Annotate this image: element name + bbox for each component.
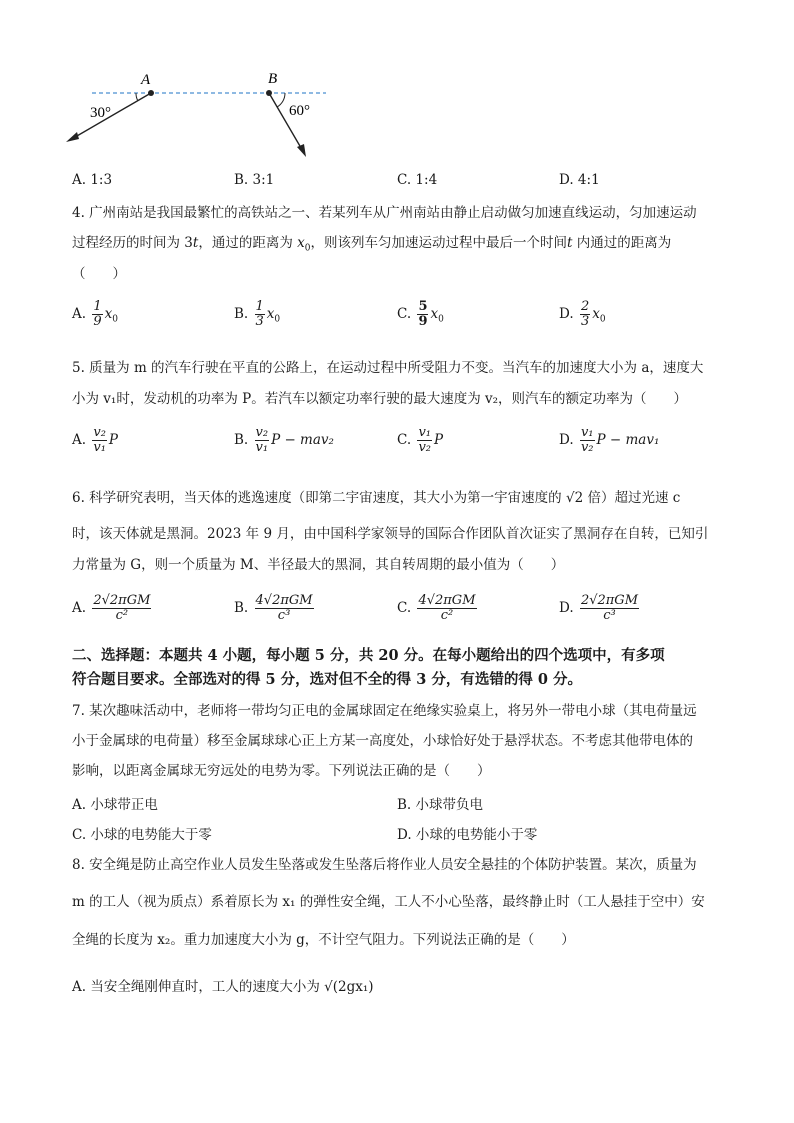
- q6-option-a[interactable]: A. $\frac{\text{2√2πGM}}{\text{c²}}$: [72, 593, 151, 623]
- q8-line-1: 8. 安全绳是防止高空作业人员发生坠落或发生坠落后将作业人员安全悬挂的个体防护装置。某次，质量为: [72, 857, 697, 873]
- q4-line-3: （ ）: [72, 266, 126, 282]
- q5-option-b[interactable]: B. $\frac{\text{v₂}}{\text{v₁}}$ P − mav₂: [234, 425, 334, 455]
- q7-option-d[interactable]: D. 小球的电势能小于零: [397, 827, 538, 843]
- q4-option-d[interactable]: D. $\frac{2}{3}$ $x_0$: [559, 299, 606, 329]
- q7-option-a[interactable]: A. 小球带正电: [72, 797, 158, 813]
- q3-option-d[interactable]: D. 4:1: [559, 172, 600, 188]
- q7-option-b[interactable]: B. 小球带负电: [397, 797, 484, 813]
- arrow-b-head: [297, 144, 306, 157]
- angle-figure: [60, 62, 350, 162]
- arrow-b: [269, 93, 304, 153]
- q4-option-a[interactable]: A. $\frac{1}{9}$ $x_0$: [72, 299, 118, 329]
- label-a: A: [141, 72, 151, 88]
- q4-line-2: 过程经历的时间为 3t，通过的距离为 $x_0$，则该列车匀加速运动过程中最后一个时间t 内通过的距离为: [72, 235, 672, 254]
- q4-line-1: 4. 广州南站是我国最繁忙的高铁站之一、若某列车从广州南站由静止启动做匀加速直线运动，匀加速运动: [72, 205, 697, 221]
- q5-line-1: 5. 质量为 m 的汽车行驶在平直的公路上，在运动过程中所受阻力不变。当汽车的加速度大小为 a，速度大: [72, 360, 704, 376]
- angle-label-a: 30°: [90, 105, 111, 121]
- section-2-heading-line-2: 符合题目要求。全部选对的得 5 分，选对但不全的得 3 分，有选错的得 0 分。: [72, 671, 583, 688]
- q3-option-b[interactable]: B. 3:1: [234, 172, 275, 188]
- q8-line-2: m 的工人（视为质点）系着原长为 x₁ 的弹性安全绳，工人不小心坠落，最终静止时（工人悬挂于空中）安: [72, 894, 705, 910]
- q6-option-b[interactable]: B. $\frac{\text{4√2πGM}}{\text{c³}}$: [234, 593, 313, 623]
- q4-option-b[interactable]: B. $\frac{1}{3}$ $x_0$: [234, 299, 281, 329]
- q7-line-3: 影响，以距离金属球无穷远处的电势为零。下列说法正确的是（ ）: [72, 763, 491, 779]
- arrow-a-head: [66, 132, 79, 142]
- q7-line-2: 小于金属球的电荷量）移至金属球球心正上方某一高度处，小球恰好处于悬浮状态。不考虑其他带电体的: [72, 733, 693, 749]
- q3-option-c[interactable]: C. 1:4: [397, 172, 438, 188]
- angle-arc-b: [277, 93, 285, 107]
- q5-option-c[interactable]: C. $\frac{\text{v₁}}{\text{v₂}}$ P: [397, 425, 444, 455]
- q8-option-a[interactable]: A. 当安全绳刚伸直时，工人的速度大小为 √(2gx₁): [72, 979, 374, 995]
- label-b: B: [268, 71, 278, 87]
- section-2-heading-line-1: 二、选择题：本题共 4 小题，每小题 5 分，共 20 分。在每小题给出的四个选项中，有多项: [72, 647, 665, 664]
- angle-arc-a: [136, 93, 138, 101]
- q7-line-1: 7. 某次趣味活动中，老师将一带均匀正电的金属球固定在绝缘实验桌上，将另外一带电小球（其电荷量远: [72, 703, 697, 719]
- angle-label-b: 60°: [289, 103, 310, 119]
- q6-option-d[interactable]: D. $\frac{\text{2√2πGM}}{\text{c³}}$: [559, 593, 639, 623]
- q8-line-3: 全绳的长度为 x₂。重力加速度大小为 g，不计空气阻力。下列说法正确的是（ ）: [72, 932, 575, 948]
- q5-option-a[interactable]: A. $\frac{\text{v₂}}{\text{v₁}}$ P: [72, 425, 118, 455]
- q6-line-1: 6. 科学研究表明，当天体的逃逸速度（即第二宇宙速度，其大小为第一宇宙速度的 √2 倍）超过光速 c: [72, 490, 681, 506]
- q3-option-a[interactable]: A. 1:3: [72, 172, 113, 188]
- q5-line-2: 小为 v₁时，发动机的功率为 P。若汽车以额定功率行驶的最大速度为 v₂，则汽车的额定功率为（ ）: [72, 391, 688, 407]
- q4-option-c[interactable]: C. $\frac{5}{9}$ $x_0$: [397, 299, 444, 329]
- point-a: [148, 90, 154, 96]
- q6-line-3: 力常量为 G，则一个质量为 M、半径最大的黑洞，其自转周期的最小值为（ ）: [72, 557, 565, 573]
- q7-option-c[interactable]: C. 小球的电势能大于零: [72, 827, 212, 843]
- point-b: [266, 90, 272, 96]
- q5-option-d[interactable]: D. $\frac{\text{v₁}}{\text{v₂}}$ P − mav₁: [559, 425, 660, 455]
- q6-line-2: 时，该天体就是黑洞。2023 年 9 月，由中国科学家领导的国际合作团队首次证实了黑洞存在自转，已知引: [72, 526, 709, 542]
- q6-option-c[interactable]: C. $\frac{\text{4√2πGM}}{\text{c²}}$: [397, 593, 476, 623]
